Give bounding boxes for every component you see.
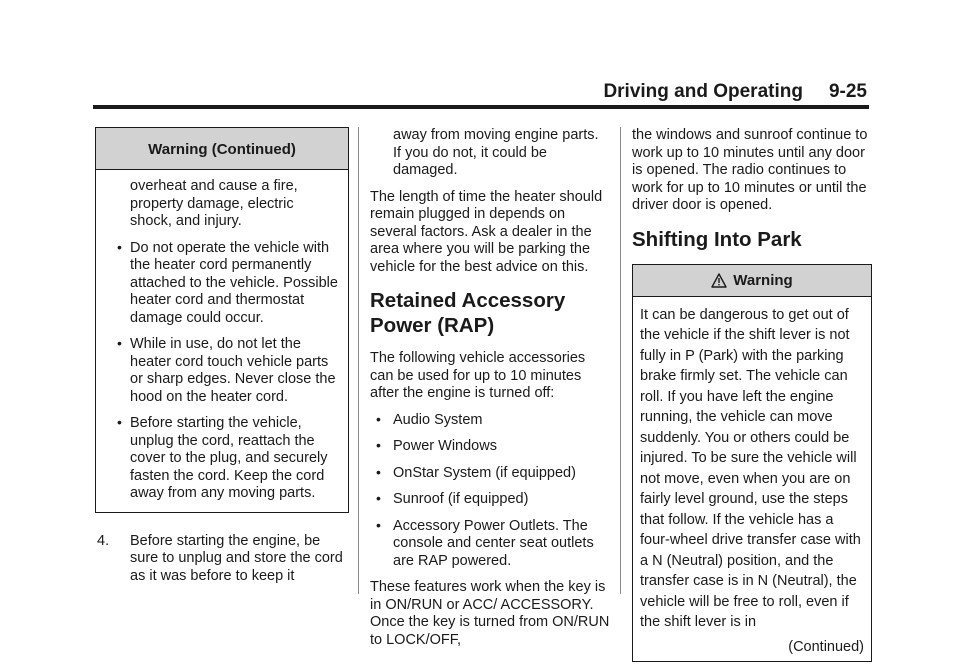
list-item: • Accessory Power Outlets. The console and center seat outlets are RAP powered. [376,516,594,569]
bullet-icon: • [376,516,381,533]
page-number: 9-25 [828,81,867,102]
warning-triangle-icon [711,273,727,288]
list-item: • Audio System [376,410,483,428]
bullet-icon: • [376,410,381,427]
step-text: Before starting the engine, be sure to unplug and store the cord as it was before to keep it [130,532,343,584]
paragraph: the windows and sunroof continue to work up to 10 minutes until any door is opened. The radio continues to work for up to 10 minutes or until the driver door is opened. [632,127,868,213]
list-item: • Sunroof (if equipped) [376,490,529,507]
page-header [603,81,867,103]
column-left [95,127,349,585]
column-divider [358,127,359,594]
bullet-icon: • [117,335,122,351]
bullet-icon: • [376,437,381,453]
column-divider [620,127,621,594]
header-rule [93,105,869,109]
warning-box-continued [95,127,349,513]
continued-label: (Continued) [788,638,864,655]
warning-text: It can be dangerous to get out of the vehicle if the shift lever is not fully in P (Park) with the parking brake firmly set. The vehicle can roll. If you have left the engine running, the vehicle can move suddenly. You or others could be injured. To be sure the vehicle will not move, even when you are on fairly level ground, use the steps that follow. If the vehicle has a four-wheel drive transfer case with a N (Neutral) position, and the transfer case is in N (Neutral), the vehicle will be free to roll, even if the shift lever is in [640,306,861,630]
bullet-icon: • [376,463,381,480]
warning-box [632,264,872,663]
list-item: • OnStar System (if equipped) [376,463,576,481]
section-heading: Shifting Into Park [632,227,802,251]
paragraph: The following vehicle accessories can be used for up to 10 minutes after the engine is turned off: [370,350,586,401]
warning-bullet: • While in use, do not let the heater cord touch vehicle parts or sharp edges. Never close the hood on the heater cord. [117,335,336,405]
bullet-icon: • [376,490,381,506]
column-middle [370,127,610,658]
warning-body [96,170,348,512]
column-right [632,127,872,662]
section-title: Driving and Operating [603,81,803,102]
step-continuation: away from moving engine parts. If you do not, it could be damaged. [393,127,599,178]
list-item: • Power Windows [376,437,497,454]
warning-header: Warning (Continued) [96,128,348,170]
section-heading: Retained Accessory Power (RAP) [370,289,566,337]
warning-bullet: • Before starting the vehicle, unplug the cord, reattach the cover to the plug, and securely fasten the cord. Keep the cord away from any moving parts. [117,414,328,501]
bullet-icon: • [117,238,122,255]
paragraph: The length of time the heater should remain plugged in depends on several factors. Ask a dealer in the area where you will be parking the vehicle for the best advice on this. [370,188,603,275]
warning-title: Warning [733,271,793,289]
paragraph: These features work when the key is in ON/RUN or ACC/ ACCESSORY. Once the key is turned from ON/RUN to LOCK/OFF, [370,579,610,648]
warning-bullet: • Do not operate the vehicle with the heater cord permanently attached to the vehicle. Possible heater cord and thermostat damage could occur. [117,238,338,326]
warning-header [633,265,871,297]
warning-intro: overheat and cause a fire, property damage, electric shock, and injury. [130,178,298,229]
warning-body [633,297,871,662]
step-4 [95,533,349,586]
bullet-icon: • [117,414,122,430]
step-number: 4. [97,532,110,549]
